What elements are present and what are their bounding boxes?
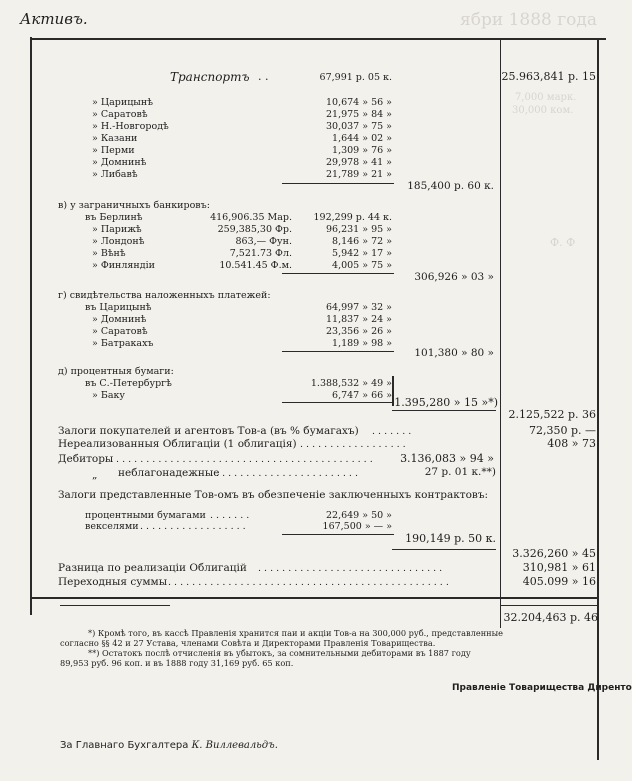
receipt-city: » Батракахъ [92, 338, 154, 349]
leader-dots: . . . . . . . . . . . . . . . . . . . . . . . . . . . . . . . . . . . . . . . . . . . . [110, 454, 373, 465]
subtotal-rule [282, 534, 394, 535]
leader-dots: . . [258, 70, 269, 83]
bank-city: въ Берлинѣ [85, 212, 143, 223]
subtotal-rule [392, 410, 496, 411]
grand-subtotal: 2.125,522 р. 36 [508, 408, 596, 421]
city-amount: 10,674 » 56 » [325, 97, 392, 108]
foreign-banks-total: 306,926 » 03 » [414, 271, 494, 283]
bank-amount: 192,299 р. 44 к. [313, 212, 392, 223]
receipts-total: 101,380 » 80 » [414, 347, 494, 359]
bank-foreign-amount: 259,385,30 Фр. [217, 224, 292, 235]
column-divider [500, 40, 501, 628]
footnote-2-cont: 89,953 руб. 96 коп. и въ 1888 году 31,169 руб. 65 коп. [60, 658, 294, 668]
footnote-separator [60, 605, 170, 606]
subtotal-rule [282, 402, 394, 403]
city-name: » Домнинѣ [92, 157, 147, 168]
receipt-amount: 11,837 » 24 » [325, 314, 392, 325]
leader-dots: . . . . . . . . . . . . . . . . . . [300, 439, 406, 450]
city-amount: 21,789 » 21 » [325, 169, 392, 180]
unsold-bonds-label: Нереализованныя Облигаціи (1 облигація) [58, 438, 297, 450]
city-amount: 29,978 » 41 » [325, 157, 392, 168]
leader-dots: . . . . . . . . . . . . . . . . . . . . . . . . . . . . . . . . . . . . . . . . . . . . . . . [168, 577, 449, 588]
debtors-label: Дебиторы [58, 453, 114, 465]
leader-dots: . . . . . . . . . . . . . . . . . . [140, 521, 246, 532]
closing-rule [30, 597, 598, 599]
bleed-through-text: 7,000 марк. [515, 92, 577, 103]
leader-dots: . . . . . . . . . . . . . . . . . . . . . . . . . [210, 468, 358, 479]
bank-amount: 4,005 » 75 » [332, 260, 392, 271]
frame-left-border [30, 37, 32, 615]
board-signature: Правленіе Товарищества Диренто [452, 683, 632, 693]
frame-top-border [30, 38, 606, 40]
bank-city: » Лондонѣ [92, 236, 145, 247]
bond-difference-amount: 310,981 » 61 [522, 561, 596, 574]
bank-city: » Финляндіи [92, 260, 155, 271]
subtotal-rule [282, 183, 394, 184]
section-title: д) процентныя бумаги: [58, 366, 174, 377]
footnote-1: *) Кромѣ того, въ кассѣ Правленія хранится паи и акціи Тов-а на 300,000 руб., представленные [88, 628, 503, 638]
debtors-amount: 3.136,083 » 94 » [400, 452, 494, 465]
city-name: » Саратовѣ [92, 109, 148, 120]
bank-foreign-amount: 10.541.45 Ф.м. [219, 260, 292, 271]
securities-total: 1.395,280 » 15 »*) [394, 396, 498, 409]
receipt-city: въ Царицынѣ [85, 302, 152, 313]
city-amount: 21,975 » 84 » [325, 109, 392, 120]
city-amount: 30,037 » 75 » [325, 121, 392, 132]
leader-dots: . . . . . . . [210, 510, 250, 521]
pledge-amount: 22,649 » 50 » [325, 510, 392, 521]
subtotal-rule [392, 549, 496, 550]
city-name: » Царицынѣ [92, 97, 153, 108]
pledges-total: 190,149 р. 50 к. [405, 532, 496, 545]
receipt-amount: 23,356 » 26 » [325, 326, 392, 337]
city-name: » Перми [92, 145, 135, 156]
subtotal-rule [282, 351, 394, 352]
bank-amount: 8,146 » 72 » [332, 236, 392, 247]
transit-sums-amount: 405.099 » 16 [522, 575, 596, 588]
receipt-city: » Саратовѣ [92, 326, 148, 337]
bank-city: » Вѣнѣ [92, 248, 126, 259]
city-name: » Казани [92, 133, 138, 144]
unsold-bonds-amount: 408 » 73 [547, 437, 596, 450]
bank-amount: 5,942 » 17 » [332, 248, 392, 259]
bad-debtors-label: неблагонадежные [118, 467, 220, 479]
subtotal-rule [282, 273, 394, 274]
bleed-through-heading: ябри 1888 года [460, 10, 597, 30]
frame-right-border [597, 40, 599, 760]
bond-difference-label: Разница по реализаціи Облигацій [58, 562, 247, 574]
bank-foreign-amount: 863,— Фун. [235, 236, 292, 247]
bank-amount: 96,231 » 95 » [325, 224, 392, 235]
section-title: в) у заграничныхъ банкировъ: [58, 200, 210, 211]
cities-total: 185,400 р. 60 к. [407, 180, 494, 192]
bank-foreign-amount: 416,906.35 Мар. [210, 212, 292, 223]
pledge-type: процентными бумагами [85, 510, 206, 521]
transport-total: 25.963,841 р. 15 [501, 70, 596, 83]
receipt-amount: 64,997 » 32 » [325, 302, 392, 313]
deposits-amount: 72,350 р. — [528, 424, 596, 437]
bleed-through-text: 30,000 ком. [512, 105, 574, 116]
bank-city: » Парижѣ [92, 224, 142, 235]
final-total: 32.204,463 р. 46 [503, 611, 598, 624]
accountant-signature [60, 740, 278, 751]
city-name: » Н.-Новгородѣ [92, 121, 169, 132]
leader-dots: . . . . . . . . . . . . . . . . . . . . . . . . . . . . . . . [258, 563, 443, 574]
section-title: Залоги представленные Тов-омъ въ обезпеченіе заключенныхъ контрактовъ: [58, 489, 489, 501]
city-amount: 1,644 » 02 » [332, 133, 392, 144]
securities-city: » Баку [92, 390, 126, 401]
bad-debtors-prefix: „ [92, 469, 98, 481]
securities-amount: 1.388,532 » 49 » [310, 378, 392, 389]
total-rule [500, 605, 598, 606]
page-title: Активъ. [20, 10, 88, 28]
transport-label: Транспортъ [170, 70, 250, 84]
pledge-amount: 167,500 » — » [322, 521, 392, 532]
receipt-amount: 1,189 » 98 » [332, 338, 392, 349]
bad-debtors-amount: 27 р. 01 к.**) [424, 466, 496, 478]
accountant-name: К. Виллевальдъ. [191, 740, 278, 751]
bleed-through-text: Ф. Ф [550, 236, 576, 249]
leader-dots: . . . . . . . [372, 426, 412, 437]
bank-foreign-amount: 7,521.73 Фл. [229, 248, 292, 259]
section-title: г) свидѣтельства наложенныхъ платежей: [58, 290, 271, 301]
transport-amount: 67,991 р. 05 к. [319, 72, 392, 83]
accountant-prefix: За Главнаго Бухгалтера [60, 740, 189, 751]
city-amount: 1,309 » 76 » [332, 145, 392, 156]
city-name: » Либавѣ [92, 169, 138, 180]
securities-amount: 6,747 » 66 » [332, 390, 392, 401]
securities-city: въ С.-Петербургѣ [85, 378, 172, 389]
pledges-grand: 3.326,260 » 45 [512, 547, 596, 560]
pledge-type: векселями [85, 521, 139, 532]
footnote-1-cont: согласно §§ 42 и 27 Устава, членами Совѣта и Директорами Правленія Товарищества. [60, 638, 436, 648]
deposits-label: Залоги покупателей и агентовъ Тов-а (въ % бумагахъ) [58, 425, 359, 437]
receipt-city: » Домнинѣ [92, 314, 147, 325]
footnote-2: **) Остатокъ послѣ отчисленія въ убытокъ, за сомнительными дебиторами въ 1887 году [88, 648, 471, 658]
transit-sums-label: Переходныя суммы [58, 576, 168, 588]
